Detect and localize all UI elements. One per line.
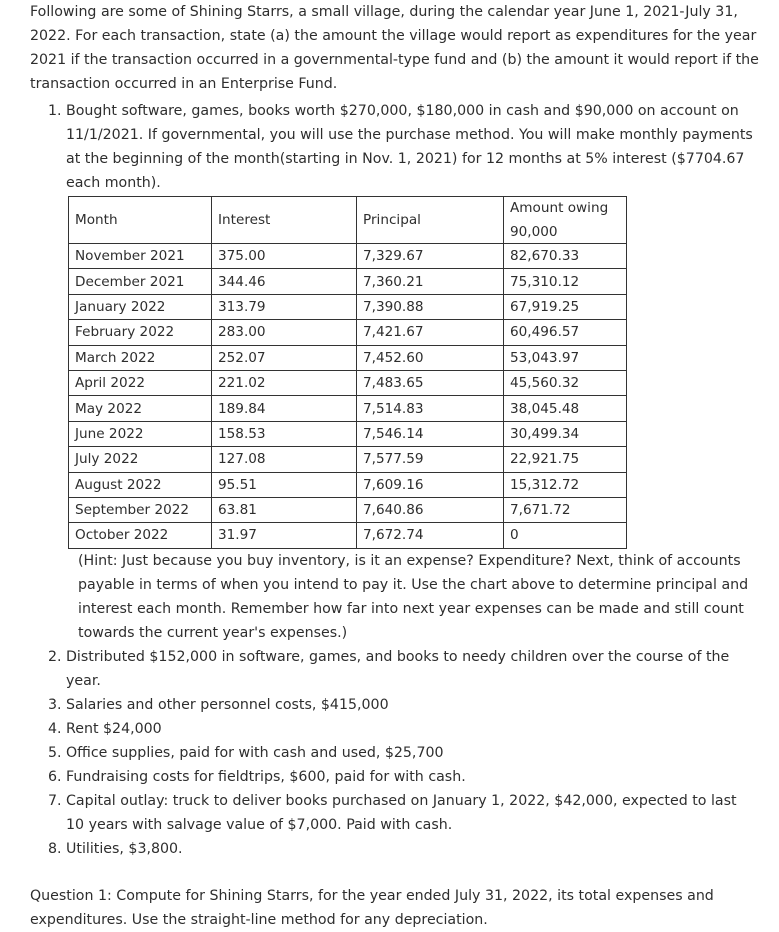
cell-principal: 7,546.14 [357,421,504,446]
cell-amount-owing: 7,671.72 [504,497,627,522]
header-principal: Principal [357,197,504,244]
list-item [48,693,758,717]
cell-interest: 344.46 [212,269,357,294]
cell-amount-owing: 22,921.75 [504,447,627,472]
table-row [69,345,627,370]
cell-principal: 7,329.67 [357,244,504,269]
list-item-text: Distributed $152,000 in software, games, and books to needy children over the course of the year. [66,649,730,689]
cell-amount-owing: 30,499.34 [504,421,627,446]
table-row [69,244,627,269]
cell-amount-owing: 67,919.25 [504,294,627,319]
cell-interest: 283.00 [212,320,357,345]
list-item-text: Office supplies, paid for with cash and used, $25,700 [66,745,444,761]
header-amount-owing [504,197,627,244]
cell-month: February 2022 [69,320,212,345]
list-item-number: 7. [48,793,62,809]
cell-principal: 7,640.86 [357,497,504,522]
list-item-1 [48,99,766,195]
header-amount-owing-initial: 90,000 [510,224,558,240]
cell-interest: 221.02 [212,370,357,395]
cell-principal: 7,390.88 [357,294,504,319]
table-header-row [69,197,627,244]
cell-principal: 7,483.65 [357,370,504,395]
header-month: Month [69,197,212,244]
cell-month: January 2022 [69,294,212,319]
header-amount-owing-label: Amount owing [510,200,609,216]
list-item-text: Utilities, $3,800. [66,841,183,857]
cell-month: November 2021 [69,244,212,269]
cell-interest: 31.97 [212,523,357,548]
cell-principal: 7,577.59 [357,447,504,472]
table-row [69,320,627,345]
list-item-number: 1. [48,103,62,119]
header-interest: Interest [212,197,357,244]
list-item-text: Bought software, games, books worth $270,000, $180,000 in cash and $90,000 on account on 11/1/2021. If governmental, you will use the purchase method. You will make monthly payments at the beginning of the month(starting in Nov. 1, 2021) for 12 months at 5% interest ($7704.67 each month). [66,103,753,191]
intro-paragraph: Following are some of Shining Starrs, a small village, during the calendar year June 1, 2021-July 31, 2022. For each transaction, state (a) the amount the village would report as expenditures for the year 2021 if the transaction occurred in a governmental-type fund and (b) the amount it would report if the transaction occurred in an Enterprise Fund. [30,4,759,92]
cell-amount-owing: 60,496.57 [504,320,627,345]
list-item-text: Capital outlay: truck to deliver books purchased on January 1, 2022, $42,000, expected to last 10 years with salvage value of $7,000. Paid with cash. [66,793,737,833]
cell-month: August 2022 [69,472,212,497]
cell-interest: 313.79 [212,294,357,319]
cell-month: July 2022 [69,447,212,472]
transactions-list [48,645,758,861]
cell-principal: 7,421.67 [357,320,504,345]
table-row [69,294,627,319]
table-row [69,421,627,446]
table-row [69,370,627,395]
table-row [69,269,627,294]
cell-interest: 127.08 [212,447,357,472]
cell-principal: 7,452.60 [357,345,504,370]
cell-month: March 2022 [69,345,212,370]
cell-month: April 2022 [69,370,212,395]
cell-month: September 2022 [69,497,212,522]
table-row [69,497,627,522]
cell-amount-owing: 53,043.97 [504,345,627,370]
table-row [69,447,627,472]
cell-month: October 2022 [69,523,212,548]
cell-month: May 2022 [69,396,212,421]
cell-month: June 2022 [69,421,212,446]
list-item [48,741,758,765]
cell-interest: 375.00 [212,244,357,269]
payment-schedule-table [68,196,627,549]
cell-principal: 7,514.83 [357,396,504,421]
hint-paragraph: (Hint: Just because you buy inventory, is it an expense? Expenditure? Next, think of accounts payable in terms of when you intend to pay it. Use the chart above to determine principal and interest each month. Remember how far into next year expenses can be made and still count towards the current year's expenses.) [78,553,749,641]
table-row [69,523,627,548]
cell-month: December 2021 [69,269,212,294]
list-item-number: 3. [48,697,62,713]
cell-interest: 252.07 [212,345,357,370]
list-item-text: Rent $24,000 [66,721,162,737]
list-item-text: Salaries and other personnel costs, $415,000 [66,697,389,713]
list-item-number: 2. [48,649,62,665]
cell-principal: 7,672.74 [357,523,504,548]
list-item-number: 8. [48,841,62,857]
table-row [69,472,627,497]
cell-principal: 7,609.16 [357,472,504,497]
cell-interest: 63.81 [212,497,357,522]
list-item-number: 5. [48,745,62,761]
list-item [48,789,758,837]
list-item [48,765,758,789]
cell-interest: 158.53 [212,421,357,446]
cell-amount-owing: 38,045.48 [504,396,627,421]
table-row [69,396,627,421]
cell-principal: 7,360.21 [357,269,504,294]
cell-interest: 189.84 [212,396,357,421]
cell-amount-owing: 15,312.72 [504,472,627,497]
cell-amount-owing: 45,560.32 [504,370,627,395]
question-paragraph: Question 1: Compute for Shining Starrs, for the year ended July 31, 2022, its total expenses and expenditures. Use the straight-line method for any depreciation. [30,888,714,928]
list-item [48,837,758,861]
cell-amount-owing: 75,310.12 [504,269,627,294]
list-item-text: Fundraising costs for fieldtrips, $600, paid for with cash. [66,769,466,785]
list-item [48,645,758,693]
cell-interest: 95.51 [212,472,357,497]
list-item [48,717,758,741]
list-item-number: 6. [48,769,62,785]
cell-amount-owing: 0 [504,523,627,548]
cell-amount-owing: 82,670.33 [504,244,627,269]
list-item-number: 4. [48,721,62,737]
